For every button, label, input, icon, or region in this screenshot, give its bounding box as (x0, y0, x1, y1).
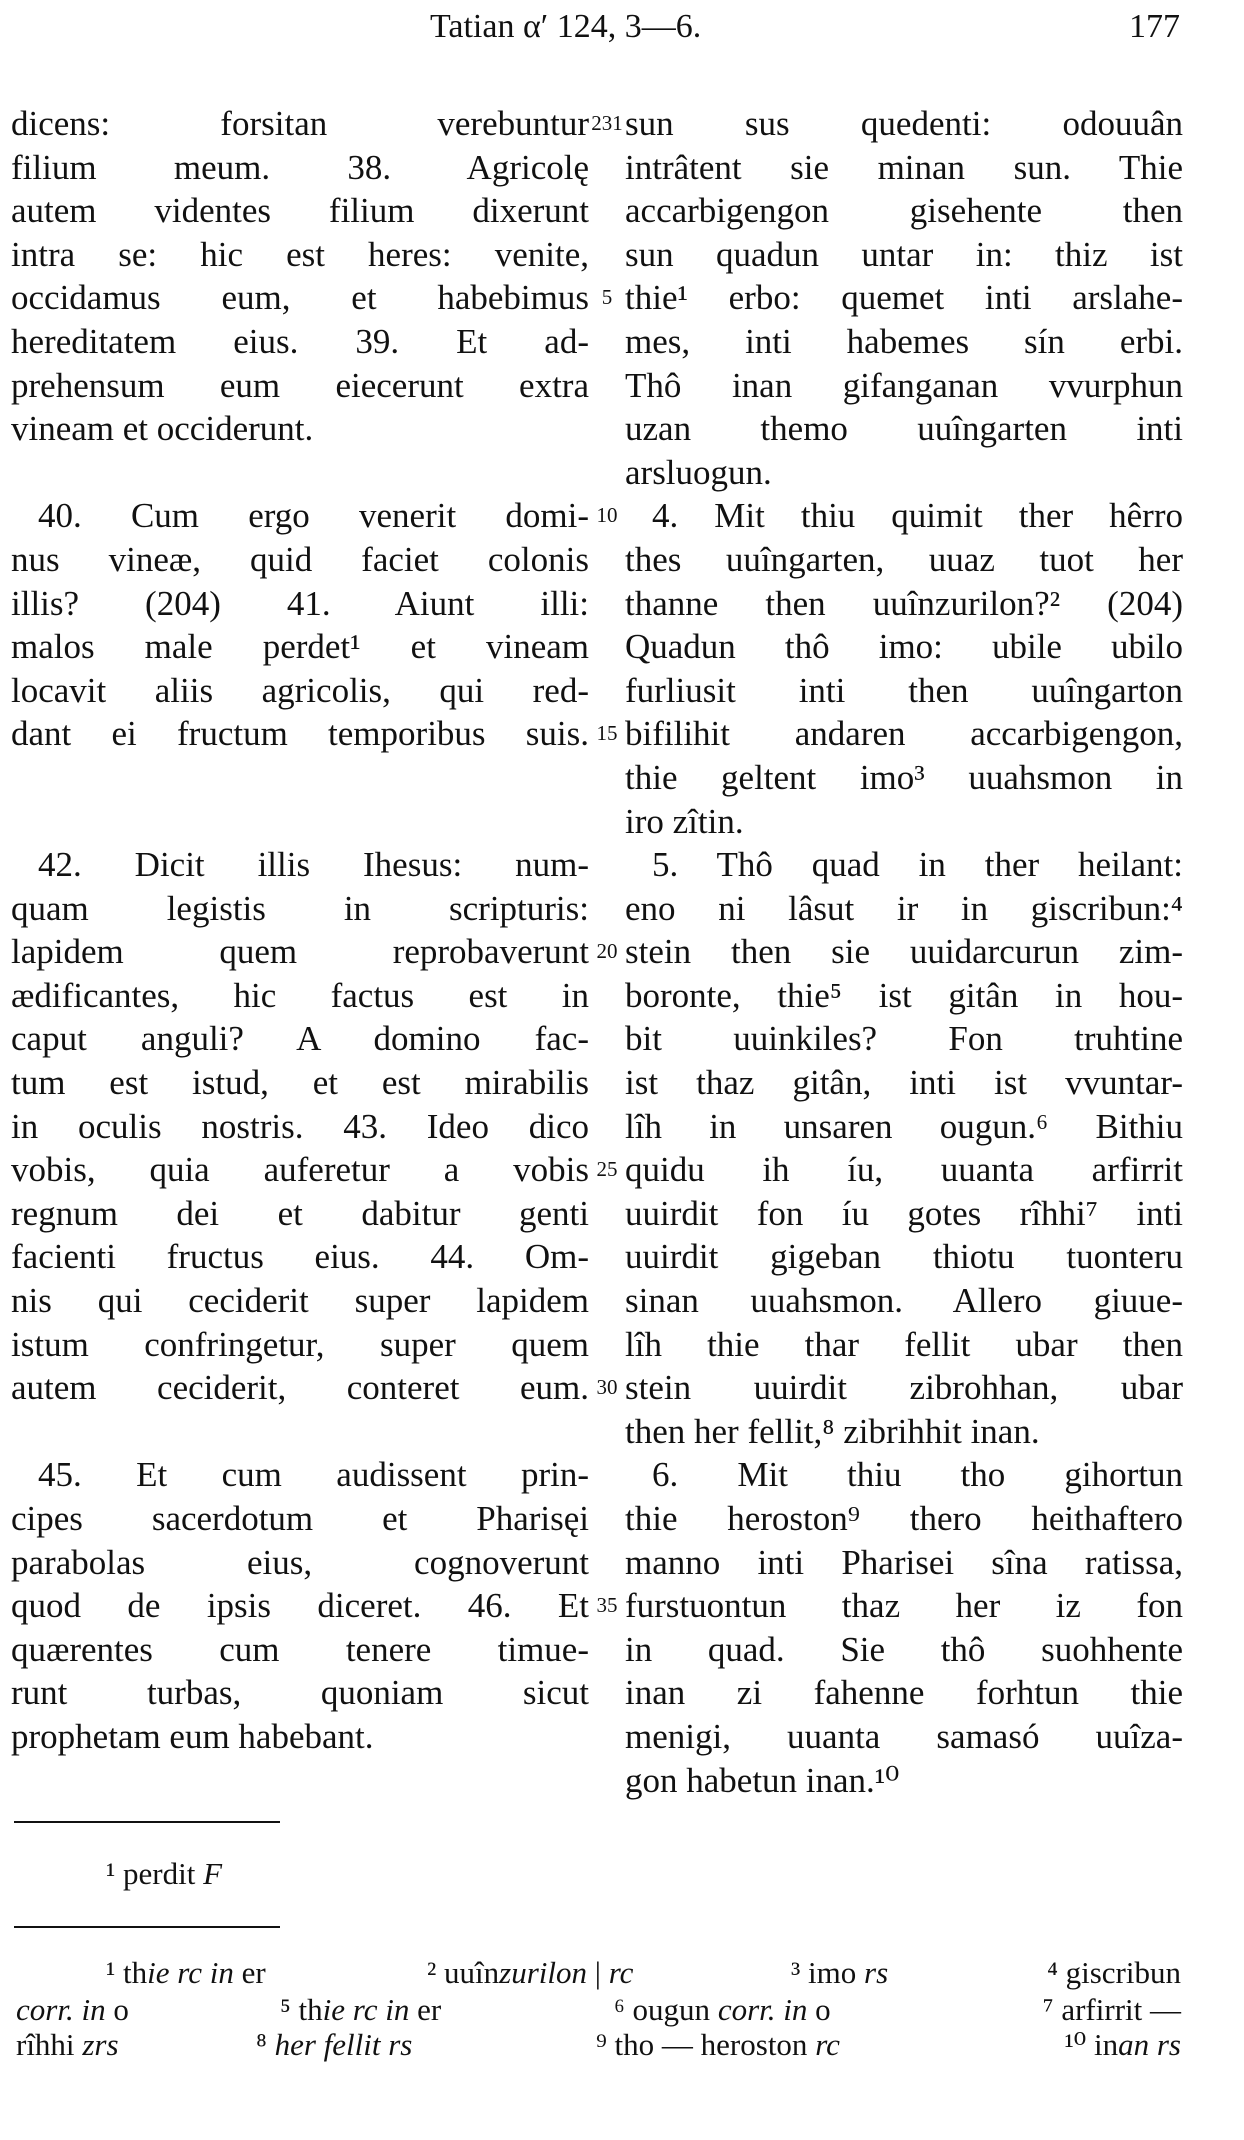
text-row (11, 233, 1183, 277)
line-number (589, 1453, 625, 1497)
footnote-text: ie rc in (147, 1955, 234, 1990)
line-number (589, 407, 625, 451)
footnote-text: ¹ perdit (106, 1856, 204, 1891)
footnote-text: zrs (82, 2027, 119, 2062)
apparatus-note (1043, 1992, 1181, 2028)
text-row (11, 320, 1183, 364)
latin-line: in oculis nostris. 43. Ideo dico (11, 1106, 589, 1146)
text-row (11, 1541, 1183, 1585)
old-high-german-line: lîh in unsaren ougun.⁶ Bithiu (625, 1106, 1183, 1146)
page-number: 177 (1129, 8, 1180, 45)
latin-line: nus vineæ, quid faciet colonis (11, 539, 589, 579)
latin-line (11, 1410, 589, 1454)
line-number (589, 538, 625, 582)
old-high-german-line: thes uuîngarten, uuaz tuot her (625, 539, 1183, 579)
latin-line: nis qui ceciderit super lapidem (11, 1281, 589, 1321)
line-number (589, 582, 625, 626)
old-high-german-line: arsluogun. (625, 452, 772, 492)
latin-line: tum est istud, et est mirabilis (11, 1063, 589, 1103)
footnote-text: ⁷ arfirrit — (1042, 1992, 1181, 2027)
latin-line: hereditatem eius. 39. Et ad- (11, 321, 589, 361)
line-number (589, 233, 625, 277)
latin-line: intra se: hic est heres: venite, (11, 234, 589, 274)
old-high-german-line: Thô inan gifanganan vvurphun (625, 365, 1183, 405)
text-row (11, 843, 1183, 887)
latin-line (11, 451, 589, 495)
latin-line: dant ei fructum temporibus suis. (11, 714, 589, 754)
old-high-german-line: ist thaz gitân, inti ist vvuntar- (625, 1063, 1183, 1103)
old-high-german-line: stein uuirdit zibrohhan, ubar (625, 1368, 1183, 1408)
latin-line: dicens: forsitan verebuntur (11, 104, 589, 143)
text-row (11, 930, 1183, 974)
line-number (589, 1279, 625, 1323)
footnote-text: er (409, 1992, 442, 2027)
line-number (589, 756, 625, 800)
latin-line (11, 1759, 589, 1803)
apparatus-row (16, 1992, 1181, 2030)
latin-line: parabolas eius, cognoverunt (11, 1542, 589, 1582)
footnote-text: her fellit rs (274, 2027, 413, 2062)
line-number (589, 1671, 625, 1715)
line-number (589, 669, 625, 713)
old-high-german-line: in quad. Sie thô suohhente (625, 1629, 1183, 1669)
old-high-german-line: then her fellit,⁸ zibrihhit inan. (625, 1411, 1040, 1451)
line-number (589, 625, 625, 669)
old-high-german-line: sinan uuahsmon. Allero giuue- (625, 1281, 1183, 1321)
latin-line: 42. Dicit illis Ihesus: num- (38, 845, 589, 885)
line-number (589, 1628, 625, 1672)
text-row (11, 887, 1183, 931)
latin-line: illis? (204) 41. Aiunt illi: (11, 583, 589, 623)
latin-line: quam legistis in scripturis: (11, 888, 589, 928)
old-high-german-line: boronte, thie⁵ ist gitân in hou- (625, 975, 1183, 1015)
old-high-german-line: uzan themo uuîngarten inti (625, 409, 1183, 449)
apparatus-row (16, 2027, 1181, 2065)
latin-line: vobis, quia auferetur a vobis (11, 1150, 589, 1190)
line-number (589, 1541, 625, 1585)
text-row (11, 1017, 1183, 1061)
old-high-german-line: Quadun thô imo: ubile ubilo (625, 627, 1183, 667)
footnote-text: rc (815, 2027, 840, 2062)
footnote-text: F (203, 1856, 223, 1891)
old-high-german-line: eno ni lâsut ir in giscribun:⁴ (625, 888, 1183, 928)
apparatus-rule (14, 1926, 280, 1928)
latin-line (11, 756, 589, 800)
old-high-german-line: thie heroston⁹ thero heithaftero (625, 1499, 1183, 1538)
latin-line: quod de ipsis diceret. 46. Et (11, 1586, 589, 1626)
text-row (11, 276, 1183, 320)
apparatus-note (427, 1955, 633, 1991)
old-high-german-line: thanne then uuînzurilon?² (204) (625, 583, 1183, 623)
latin-line: caput anguli? A domino fac- (11, 1019, 589, 1059)
old-high-german-line: quidu ih íu, uuanta arfirrit (625, 1150, 1183, 1190)
line-number: 5 (601, 285, 613, 310)
old-high-german-line: uuirdit gigeban thiotu tuonteru (625, 1237, 1183, 1277)
apparatus-note (596, 2027, 840, 2063)
text-row (11, 1323, 1183, 1367)
latin-line: 40. Cum ergo venerit domi- (38, 496, 589, 536)
latin-line: prehensum eum eiecerunt extra (11, 365, 589, 405)
footnote-text: corr. in (16, 1992, 106, 2027)
footnote-text: ⁵ th (280, 1992, 323, 2027)
text-row (11, 189, 1183, 233)
old-high-german-line: iro zîtin. (625, 801, 744, 841)
latin-line: 45. Et cum audissent prin- (38, 1455, 589, 1495)
footnote-text: | (587, 1955, 609, 1990)
old-high-german-line: gon habetun inan.¹⁰ (625, 1760, 900, 1800)
latin-line: autem ceciderit, conteret eum. (11, 1368, 589, 1408)
latin-line: occidamus eum, et habebimus (11, 278, 589, 318)
old-high-german-line: menigi, uuanta samasó uuîza- (625, 1716, 1183, 1756)
latin-line: cipes sacerdotum et Pharisęi (11, 1499, 589, 1538)
text-row (11, 364, 1183, 408)
footnote-text: rîhhi (16, 2027, 83, 2062)
old-high-german-line: manno inti Pharisei sîna ratissa, (625, 1542, 1183, 1582)
text-row (11, 1759, 1183, 1803)
latin-line: ædificantes, hic factus est in (11, 975, 589, 1015)
latin-line (11, 800, 589, 844)
old-high-german-line: sun sus quedenti: odouuân (625, 104, 1183, 143)
footnote-text: ³ imo (791, 1955, 865, 1990)
latin-line: prophetam eum habebant. (11, 1716, 374, 1756)
line-number (589, 1017, 625, 1061)
line-number (589, 1061, 625, 1105)
line-number (589, 364, 625, 408)
footnote-text: rs (864, 1955, 889, 1990)
old-high-german-line: furstuontun thaz her iz fon (625, 1586, 1183, 1626)
footnote-text: an rs (1118, 2027, 1181, 2062)
text-row (11, 669, 1183, 713)
text-row (11, 1497, 1183, 1541)
text-row (11, 800, 1183, 844)
old-high-german-line: 6. Mit thiu tho gihortun (652, 1455, 1183, 1495)
latin-line: istum confringetur, super quem (11, 1324, 589, 1364)
line-number (589, 1715, 625, 1759)
latin-line: quærentes cum tenere timue- (11, 1629, 589, 1669)
line-number (589, 451, 625, 495)
apparatus-note (280, 1992, 441, 2028)
old-high-german-line: mes, inti habemes sín erbi. (625, 321, 1183, 361)
old-high-german-line: uuirdit fon íu gotes rîhhi⁷ inti (625, 1193, 1183, 1233)
footnote-text: corr. in (717, 1992, 808, 2027)
text-row (11, 1148, 1183, 1192)
line-number: 35 (596, 1593, 618, 1618)
text-row (11, 494, 1183, 538)
text-row (11, 974, 1183, 1018)
latin-line: malos male perdet¹ et vineam (11, 627, 589, 667)
old-high-german-line: sun quadun untar in: thiz ist (625, 234, 1183, 274)
text-row (11, 1235, 1183, 1279)
line-number: 20 (596, 939, 618, 964)
latin-line: lapidem quem reprobaverunt (11, 932, 589, 972)
footnote-rule (14, 1821, 280, 1823)
line-number: 231 (591, 111, 623, 135)
footnote-text: er (233, 1955, 266, 1990)
line-number (589, 843, 625, 887)
text-row (11, 1061, 1183, 1105)
line-number (589, 1497, 625, 1541)
line-number (589, 800, 625, 844)
line-number: 30 (596, 1375, 618, 1400)
text-row (11, 1628, 1183, 1672)
old-high-german-line: stein then sie uuidarcurun zim- (625, 932, 1183, 972)
old-high-german-line: thie geltent imo³ uuahsmon in (625, 757, 1183, 797)
line-number (589, 1235, 625, 1279)
line-number (589, 1105, 625, 1149)
text-row (11, 146, 1183, 190)
latin-line: locavit aliis agricolis, qui red- (11, 670, 589, 710)
line-number (589, 1410, 625, 1454)
text-row (11, 1453, 1183, 1497)
apparatus-row (16, 1955, 1181, 1993)
latin-line: regnum dei et dabitur genti (11, 1193, 589, 1233)
footnote-text: ⁴ giscribun (1047, 1955, 1181, 1990)
footnote-text: ² uuîn (427, 1955, 500, 1990)
line-number (589, 1323, 625, 1367)
text-row (11, 1192, 1183, 1236)
latin-line: autem videntes filium dixerunt (11, 191, 589, 231)
old-high-german-line: thie¹ erbo: quemet inti arslahe- (625, 278, 1183, 318)
apparatus-note (791, 1955, 888, 1991)
text-row (11, 1584, 1183, 1628)
old-high-german-line: 4. Mit thiu quimit ther hêrro (652, 496, 1183, 536)
line-number (589, 320, 625, 364)
footnote-text: rc (608, 1955, 634, 1990)
footnote-text: ¹ th (106, 1955, 148, 1990)
running-header: Tatian α′ 124, 3—6. (430, 8, 702, 45)
line-number: 25 (596, 1157, 618, 1182)
old-high-german-line: accarbigengon gisehente then (625, 191, 1183, 231)
text-row (11, 538, 1183, 582)
text-row (11, 1279, 1183, 1323)
line-number (589, 189, 625, 233)
text-row (11, 756, 1183, 800)
old-high-german-line: intrâtent sie minan sun. Thie (625, 147, 1183, 187)
old-high-german-line: 5. Thô quad in ther heilant: (652, 845, 1183, 885)
text-row (11, 102, 1183, 146)
text-row (11, 1105, 1183, 1149)
text-row (11, 1366, 1183, 1410)
old-high-german-line: bit uuinkiles? Fon truhtine (625, 1019, 1183, 1059)
footnote-text: ie rc in (322, 1992, 410, 2027)
text-row (11, 582, 1183, 626)
latin-line: vineam et occiderunt. (11, 409, 314, 449)
line-number: 15 (596, 721, 618, 746)
text-row (11, 625, 1183, 669)
apparatus-note (256, 2027, 412, 2063)
line-number: 10 (596, 503, 618, 528)
apparatus-note (1065, 2027, 1181, 2063)
latin-line: runt turbas, quoniam sicut (11, 1673, 589, 1713)
line-number (589, 974, 625, 1018)
text-row (11, 1715, 1183, 1759)
latin-line: facienti fructus eius. 44. Om- (11, 1237, 589, 1277)
old-high-german-line: inan zi fahenne forhtun thie (625, 1673, 1183, 1713)
parallel-text-body (11, 102, 1183, 1802)
footnote-text: ⁶ ougun (614, 1992, 718, 2027)
old-high-german-line: bifilihit andaren accarbigengon, (625, 714, 1183, 754)
footnote-text: ⁹ tho — heroston (596, 2027, 816, 2062)
footnote-text: o (807, 1992, 831, 2027)
line-number (589, 146, 625, 190)
line-number (589, 887, 625, 931)
footnote-text: ¹⁰ in (1064, 2027, 1119, 2062)
old-high-german-line: lîh thie thar fellit ubar then (625, 1324, 1183, 1364)
apparatus-note (1047, 1955, 1181, 1991)
line-number (589, 1759, 625, 1803)
footnote-text: ⁸ (256, 2027, 275, 2062)
footnote-text: o (105, 1992, 129, 2027)
text-row (11, 451, 1183, 495)
apparatus-note (106, 1955, 266, 1991)
text-row (11, 1410, 1183, 1454)
latin-line: filium meum. 38. Agricolę (11, 147, 589, 187)
apparatus-note (16, 1992, 129, 2028)
latin-footnote (106, 1856, 222, 1892)
old-high-german-line: furliusit inti then uuîngarton (625, 670, 1183, 710)
text-row (11, 407, 1183, 451)
apparatus-note (614, 1992, 831, 2028)
line-number (589, 1192, 625, 1236)
text-row (11, 712, 1183, 756)
text-row (11, 1671, 1183, 1715)
footnote-text: zurilon (499, 1955, 588, 1990)
apparatus-note (16, 2027, 119, 2063)
